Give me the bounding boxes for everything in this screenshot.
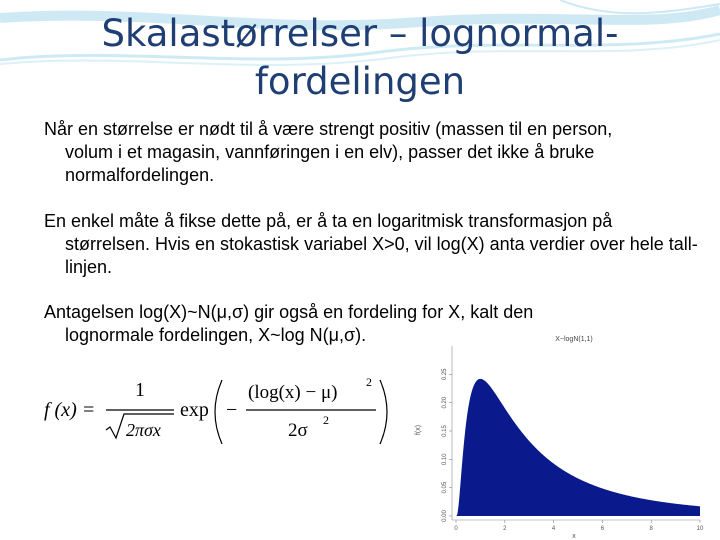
x-tick-label: 0 <box>454 526 458 532</box>
formula-inner-denominator: 2σ <box>288 420 308 441</box>
y-tick-label: 0.20 <box>442 396 448 409</box>
plot-x-axis-label: x <box>572 533 576 540</box>
formula-minus: − <box>226 399 238 421</box>
paragraph-1-continuation: volum i et magasin, vannføringen i en elv), passer det ikke å bruke normalfordelingen. <box>65 142 595 185</box>
density-area <box>456 379 700 516</box>
x-tick-label: 8 <box>649 526 653 532</box>
y-tick-label: 0.25 <box>442 368 448 381</box>
formula-power: 2 <box>366 375 372 389</box>
paragraph-2 <box>44 210 704 279</box>
y-tick-label: 0.00 <box>442 510 448 522</box>
formula-exp: exp <box>180 399 209 421</box>
formula-right-paren <box>380 380 387 444</box>
x-tick-label: 10 <box>696 526 704 532</box>
paragraph-2-first-line: En enkel måte å fikse dette på, er å ta en logaritmisk transformasjon på <box>44 211 613 231</box>
x-tick-label: 2 <box>503 526 507 532</box>
plot-title: X~logN(1,1) <box>555 336 593 343</box>
paragraph-1 <box>44 118 704 187</box>
y-tick-label: 0.05 <box>442 481 448 494</box>
formula-numerator: 1 <box>135 379 145 401</box>
formula-denominator-power: 2 <box>323 413 329 427</box>
y-tick-label: 0.15 <box>442 425 448 437</box>
x-tick-label: 4 <box>551 526 556 532</box>
formula-inner-numerator: (log(x) − μ) <box>248 382 338 403</box>
paragraph-2-continuation: størrelsen. Hvis en stokastisk variabel X>0, vil log(X) anta verdier over hele tall-linjen. <box>65 234 698 277</box>
formula-lhs: f (x) = <box>44 399 96 421</box>
paragraph-3-first-line: Antagelsen log(X)~N(μ,σ) gir også en fordeling for X, kalt den <box>44 302 534 322</box>
slide-title <box>40 10 680 106</box>
plot-y-axis-label: f(x) <box>415 424 422 436</box>
formula-sqrt-content: 2πσx <box>126 420 161 440</box>
x-tick-label: 6 <box>600 526 605 532</box>
paragraph-3-continuation: lognormale fordelingen, X~log N(μ,σ). <box>65 325 367 345</box>
title-line-1: Skalastørrelser – lognormal- <box>101 12 619 55</box>
y-tick-label: 0.10 <box>442 453 448 466</box>
title-line-2: fordelingen <box>254 60 466 103</box>
lognormal-density-formula <box>40 372 410 452</box>
paragraph-1-first-line: Når en størrelse er nødt til å være strengt positiv (massen til en person, <box>44 119 613 139</box>
lognormal-density-plot <box>410 328 720 540</box>
formula-left-paren <box>215 380 222 444</box>
